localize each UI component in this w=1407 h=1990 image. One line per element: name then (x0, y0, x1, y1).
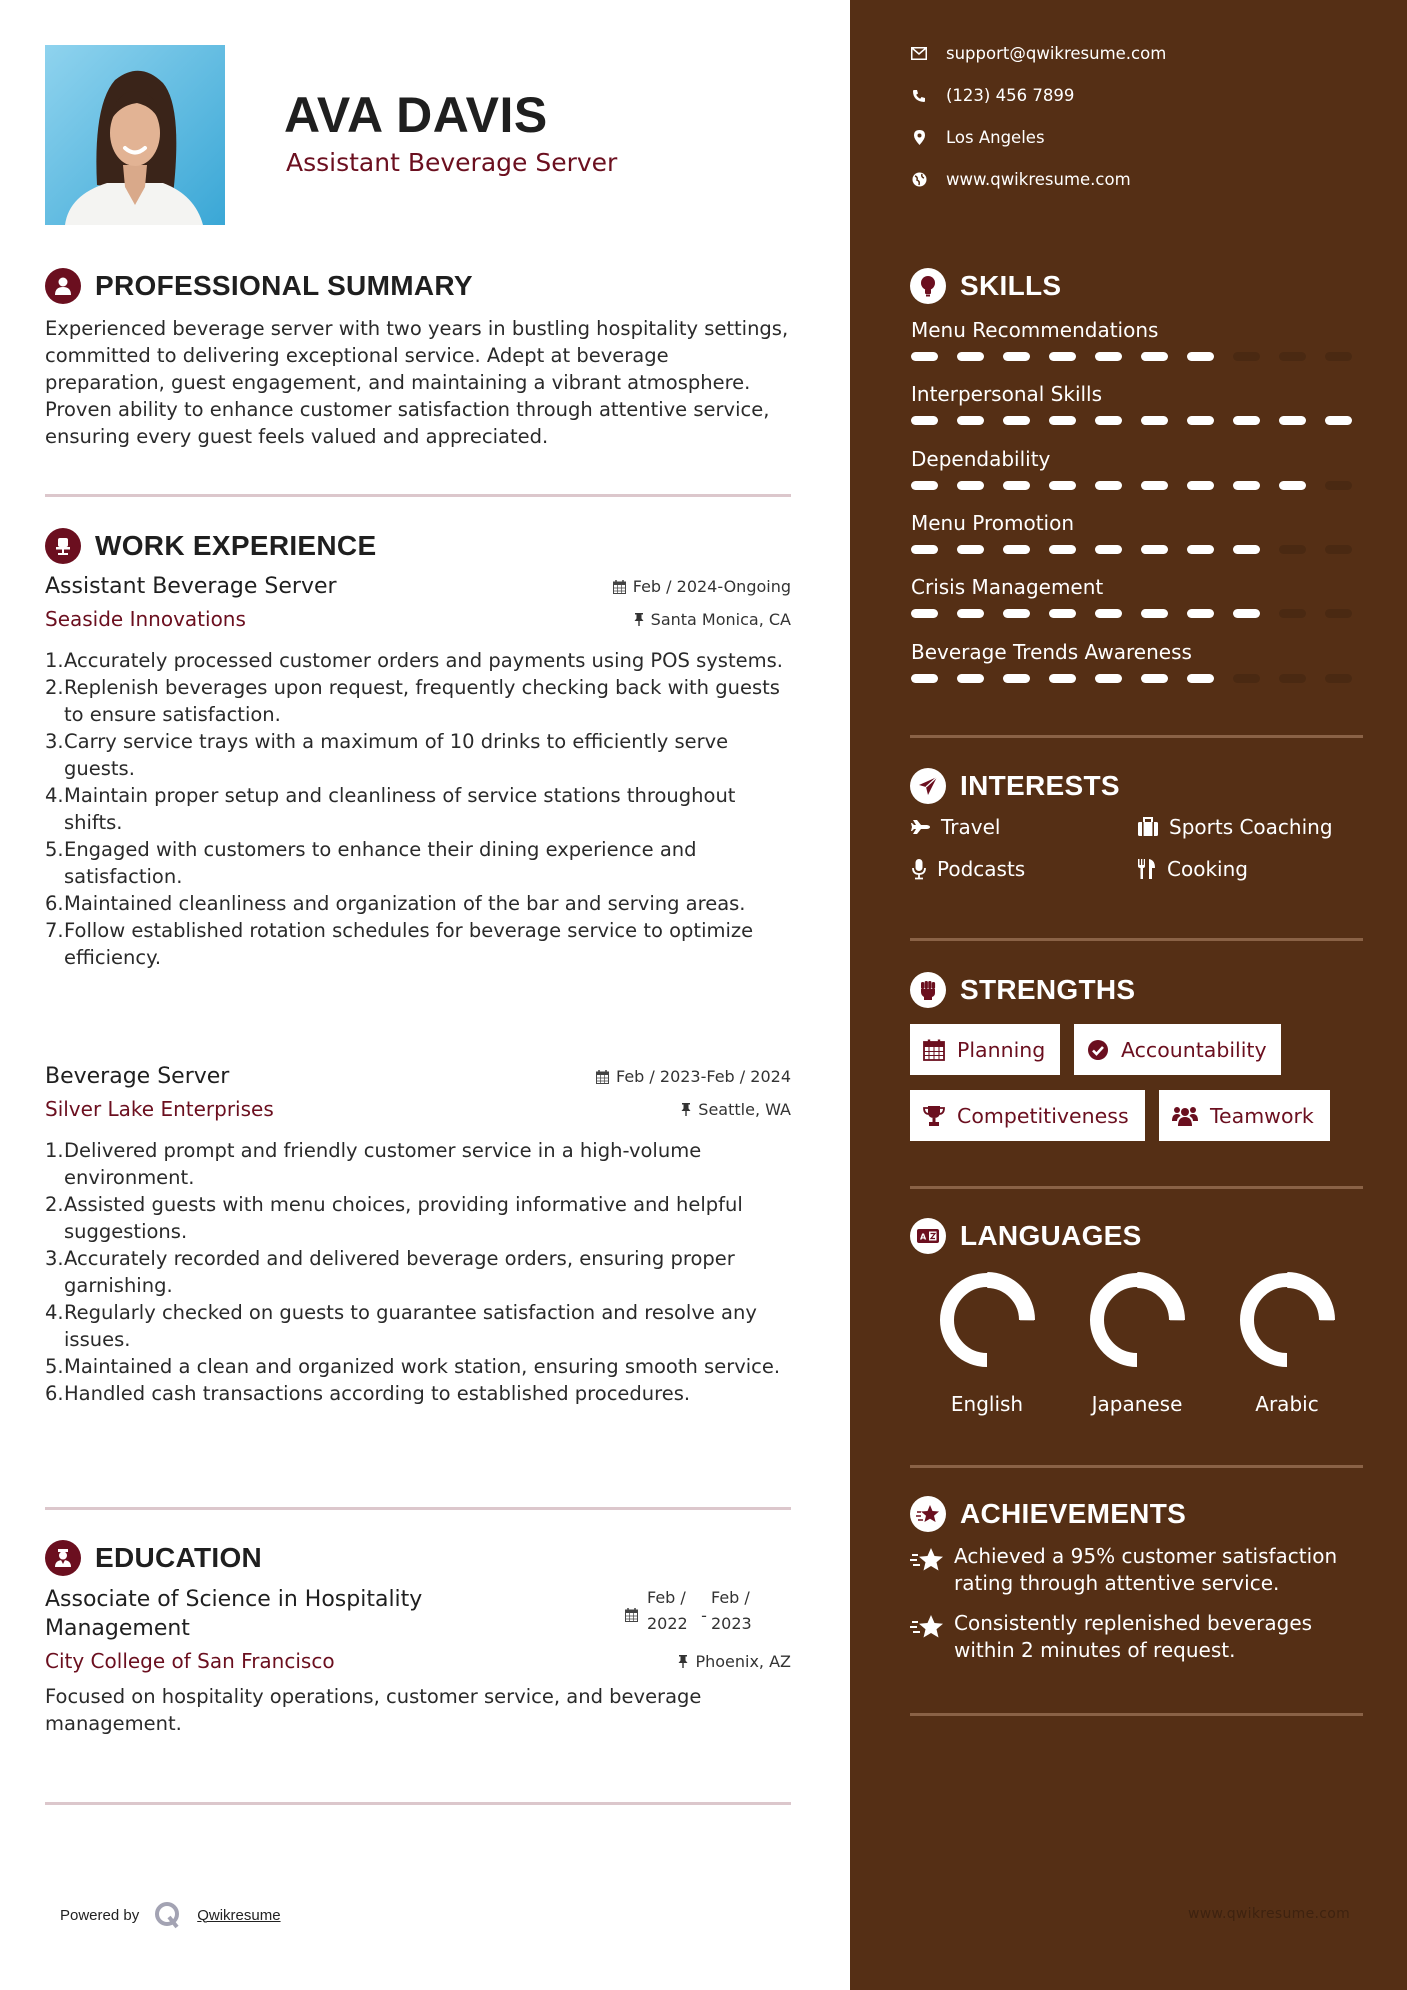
skill-name: Interpersonal Skills (911, 382, 1103, 406)
summary-heading: PROFESSIONAL SUMMARY (95, 270, 473, 301)
sidebar-divider (910, 1186, 1363, 1189)
shooting-star-icon (910, 1496, 946, 1532)
skill-level-segment (911, 481, 938, 490)
contact-phone[interactable]: (123) 456 7899 (910, 86, 1074, 105)
shooting-star-icon (910, 1545, 944, 1573)
skill-level-segment (957, 416, 984, 425)
skill-level-segment (1141, 481, 1168, 490)
strengths-heading: STRENGTHS (960, 974, 1136, 1005)
qwikresume-link[interactable]: Qwikresume (197, 1906, 281, 1924)
interests-list (911, 815, 1371, 881)
skill-level-segment (1187, 545, 1214, 554)
skill-level-segment (1187, 674, 1214, 683)
sidebar-divider (910, 938, 1363, 941)
list-item: 6. Handled cash transactions according to established procedures. (45, 1382, 691, 1405)
education-header (45, 1540, 262, 1576)
job-location: Santa Monica, CA (634, 610, 791, 629)
powered-by: Powered by Qwikresume (60, 1900, 281, 1930)
language-name: English (950, 1392, 1024, 1416)
skill-level-segment (1049, 545, 1076, 554)
language-proficiency-donut (937, 1270, 1037, 1370)
skill-level-segment (1279, 352, 1306, 361)
skill-level-bar (911, 609, 1371, 618)
calendar-icon (596, 1070, 609, 1084)
skill-level-segment (1325, 545, 1352, 554)
skill-level-segment (1141, 609, 1168, 618)
skill-level-segment (1003, 609, 1030, 618)
envelope-icon (911, 47, 927, 60)
skill-level-segment (911, 416, 938, 425)
skill-level-segment (957, 674, 984, 683)
job-location: Seattle, WA (681, 1100, 791, 1119)
language-item (1212, 1270, 1362, 1416)
skill-item (911, 640, 1371, 683)
education-location: Phoenix, AZ (678, 1652, 791, 1671)
interest-item: Travel (911, 815, 1137, 839)
skill-level-segment (957, 352, 984, 361)
skill-level-segment (1049, 352, 1076, 361)
achievement-item: Achieved a 95% customer satisfaction rating through attentive service. (910, 1543, 1370, 1597)
languages-header (910, 1218, 1142, 1254)
skill-level-segment (911, 352, 938, 361)
skill-level-segment (1325, 352, 1352, 361)
list-item: 3. Carry service trays with a maximum of 10 drinks to efficiently serve guests. (45, 730, 729, 780)
achievements-header (910, 1496, 1186, 1532)
list-item: 4. Maintain proper setup and cleanliness of service stations throughout shifts. (45, 784, 736, 834)
list-item: 5. Maintained a clean and organized work station, ensuring smooth service. (45, 1355, 781, 1378)
interest-item: Sports Coaching (1137, 815, 1371, 839)
globe-icon (912, 172, 927, 187)
languages-list (912, 1270, 1362, 1416)
plane-icon (911, 818, 931, 836)
language-proficiency-donut (1237, 1270, 1337, 1370)
calendar-icon (613, 580, 626, 594)
skill-level-segment (1233, 416, 1260, 425)
job-company: Silver Lake Enterprises (45, 1097, 274, 1121)
school-name: City College of San Francisco (45, 1649, 335, 1673)
skill-name: Menu Recommendations (911, 318, 1159, 342)
skill-item (911, 382, 1371, 425)
trophy-icon (923, 1105, 945, 1127)
skill-level-segment (1095, 481, 1122, 490)
skill-level-bar (911, 545, 1371, 554)
skill-level-segment (1095, 609, 1122, 618)
skill-item (911, 318, 1371, 361)
job-company: Seaside Innovations (45, 607, 246, 631)
skill-level-segment (1049, 416, 1076, 425)
strength-chip: Teamwork (1159, 1090, 1330, 1141)
language-proficiency-donut (1087, 1270, 1187, 1370)
profile-photo (45, 45, 225, 225)
skill-level-segment (1187, 609, 1214, 618)
fist-icon (910, 972, 946, 1008)
skill-level-segment (1279, 609, 1306, 618)
utensils-icon (1137, 858, 1157, 880)
paper-plane-icon (910, 768, 946, 804)
skill-name: Menu Promotion (911, 511, 1075, 535)
degree-title: Associate of Science in Hospitality Management (45, 1587, 423, 1641)
job-dates: Feb / 2024-Ongoing (613, 577, 791, 596)
skill-level-segment (1325, 609, 1352, 618)
skill-level-segment (911, 674, 938, 683)
skill-level-segment (1003, 352, 1030, 361)
interests-heading: INTERESTS (960, 770, 1120, 801)
microphone-icon (911, 858, 927, 880)
list-item: 1. Accurately processed customer orders and payments using POS systems. (45, 649, 783, 672)
lightbulb-icon (910, 268, 946, 304)
strength-chip: Planning (910, 1024, 1060, 1075)
job-bullets (45, 1137, 791, 1407)
svg-text:A: A (920, 1232, 927, 1242)
translate-icon (910, 1218, 946, 1254)
job-dates: Feb / 2023-Feb / 2024 (596, 1067, 791, 1086)
section-divider (45, 494, 791, 497)
skill-name: Crisis Management (911, 575, 1104, 599)
job-bullets (45, 647, 791, 971)
user-icon (45, 268, 81, 304)
skill-level-segment (1325, 674, 1352, 683)
skill-level-segment (1233, 674, 1260, 683)
skill-name: Dependability (911, 447, 1051, 471)
interest-item: Cooking (1137, 857, 1371, 881)
skill-level-segment (1325, 416, 1352, 425)
experience-header (45, 528, 376, 564)
list-item: 2. Assisted guests with menu choices, providing informative and helpful suggestions. (45, 1193, 743, 1243)
graduate-icon (45, 1540, 81, 1576)
qwikresume-logo-icon (153, 1900, 183, 1930)
skill-level-segment (1049, 674, 1076, 683)
pushpin-icon (681, 1102, 691, 1116)
skill-level-segment (1141, 674, 1168, 683)
skill-level-segment (957, 481, 984, 490)
job-entry (45, 1064, 791, 1407)
experience-heading: WORK EXPERIENCE (95, 530, 377, 561)
education-entry (45, 1585, 791, 1737)
skill-level-segment (1279, 674, 1306, 683)
section-divider (45, 1507, 791, 1510)
summary-header (45, 268, 473, 304)
skill-level-segment (1095, 416, 1122, 425)
sidebar-divider (910, 735, 1363, 738)
skills-heading: SKILLS (960, 270, 1062, 301)
contact-location: Los Angeles (910, 128, 1045, 147)
interest-item: Podcasts (911, 857, 1137, 881)
skill-item (911, 575, 1371, 618)
summary-text: Experienced beverage server with two years in bustling hospitality settings, committed to delivering exceptional service. Adept at beverage preparation, guest engagement, and maintaining a vibrant atmosphere. Proven ability to enhance customer satisfaction through attentive service, ensuring every guest feels valued and appreciated. (45, 317, 789, 448)
candidate-name: AVA DAVIS (284, 87, 548, 143)
skill-level-segment (1049, 609, 1076, 618)
skill-level-bar (911, 352, 1371, 361)
candidate-title: Assistant Beverage Server (286, 148, 618, 177)
phone-icon (912, 89, 926, 103)
skill-level-segment (1279, 416, 1306, 425)
skill-level-bar (911, 481, 1371, 490)
pushpin-icon (678, 1654, 688, 1668)
skill-level-segment (911, 609, 938, 618)
shooting-star-icon (910, 1612, 944, 1640)
job-entry (45, 574, 791, 971)
strengths-header (910, 972, 1135, 1008)
list-item: 3. Accurately recorded and delivered beverage orders, ensuring proper garnishing. (45, 1247, 735, 1297)
skill-level-bar (911, 416, 1371, 425)
users-icon (1172, 1105, 1198, 1127)
skill-level-segment (1233, 609, 1260, 618)
list-item: 2. Replenish beverages upon request, frequently checking back with guests to ensure satisfaction. (45, 676, 780, 726)
skill-level-segment (911, 545, 938, 554)
skill-level-segment (1049, 481, 1076, 490)
sidebar-divider (910, 1465, 1363, 1468)
skill-level-segment (1325, 481, 1352, 490)
skill-level-segment (1003, 545, 1030, 554)
skill-level-segment (1141, 416, 1168, 425)
contact-email[interactable]: support@qwikresume.com (910, 44, 1166, 63)
skill-level-segment (1141, 352, 1168, 361)
skill-level-segment (1003, 416, 1030, 425)
education-description: Focused on hospitality operations, customer service, and beverage management. (45, 1685, 702, 1735)
contact-website[interactable]: www.qwikresume.com (910, 170, 1131, 189)
skill-level-segment (1279, 481, 1306, 490)
language-item (912, 1270, 1062, 1416)
skill-item (911, 447, 1371, 490)
skills-header (910, 268, 1061, 304)
interests-header (910, 768, 1120, 804)
languages-heading: LANGUAGES (960, 1220, 1142, 1251)
skill-level-segment (1279, 545, 1306, 554)
skill-name: Beverage Trends Awareness (911, 640, 1192, 664)
check-circle-icon (1087, 1039, 1109, 1061)
skill-level-segment (957, 545, 984, 554)
strength-chip: Accountability (1074, 1024, 1281, 1075)
list-item: 7. Follow established rotation schedules for beverage service to optimize efficiency. (45, 919, 754, 969)
office-chair-icon (45, 528, 81, 564)
briefcase-icon (1137, 817, 1159, 837)
skill-level-segment (1095, 545, 1122, 554)
list-item: 6. Maintained cleanliness and organization of the bar and serving areas. (45, 892, 746, 915)
job-title: Assistant Beverage Server (45, 574, 337, 599)
skill-level-segment (1233, 481, 1260, 490)
list-item: 5. Engaged with customers to enhance their dining experience and satisfaction. (45, 838, 697, 888)
language-name: Japanese (1091, 1392, 1183, 1416)
skill-level-segment (1095, 352, 1122, 361)
skill-level-segment (1141, 545, 1168, 554)
skill-level-segment (1187, 416, 1214, 425)
map-pin-icon (914, 130, 925, 145)
pushpin-icon (634, 612, 644, 626)
list-item: 4. Regularly checked on guests to guarantee satisfaction and resolve any issues. (45, 1301, 757, 1351)
education-dates: Feb / 2022 - Feb / 2023 (625, 1585, 761, 1637)
skill-level-segment (1095, 674, 1122, 683)
list-item: 1. Delivered prompt and friendly customer service in a high-volume environment. (45, 1139, 702, 1189)
skill-level-segment (1187, 352, 1214, 361)
strength-chip: Competitiveness (910, 1090, 1145, 1141)
sidebar-divider (910, 1713, 1363, 1716)
skill-item (911, 511, 1371, 554)
achievement-item: Consistently replenished beverages within 2 minutes of request. (910, 1610, 1370, 1664)
job-title: Beverage Server (45, 1064, 230, 1089)
language-name: Arabic (1255, 1392, 1319, 1416)
calendar-icon (923, 1039, 945, 1061)
language-item (1062, 1270, 1212, 1416)
achievements-heading: ACHIEVEMENTS (960, 1498, 1187, 1529)
section-divider (45, 1802, 791, 1805)
sidebar-watermark: www.qwikresume.com (1188, 1906, 1351, 1922)
education-heading: EDUCATION (95, 1542, 263, 1573)
skill-level-segment (1003, 481, 1030, 490)
skill-level-segment (957, 609, 984, 618)
skill-level-segment (1187, 481, 1214, 490)
skill-level-segment (1233, 545, 1260, 554)
skill-level-segment (1233, 352, 1260, 361)
strengths-list (910, 1024, 1380, 1156)
skill-level-segment (1003, 674, 1030, 683)
calendar-icon (625, 1608, 638, 1622)
skill-level-bar (911, 674, 1371, 683)
